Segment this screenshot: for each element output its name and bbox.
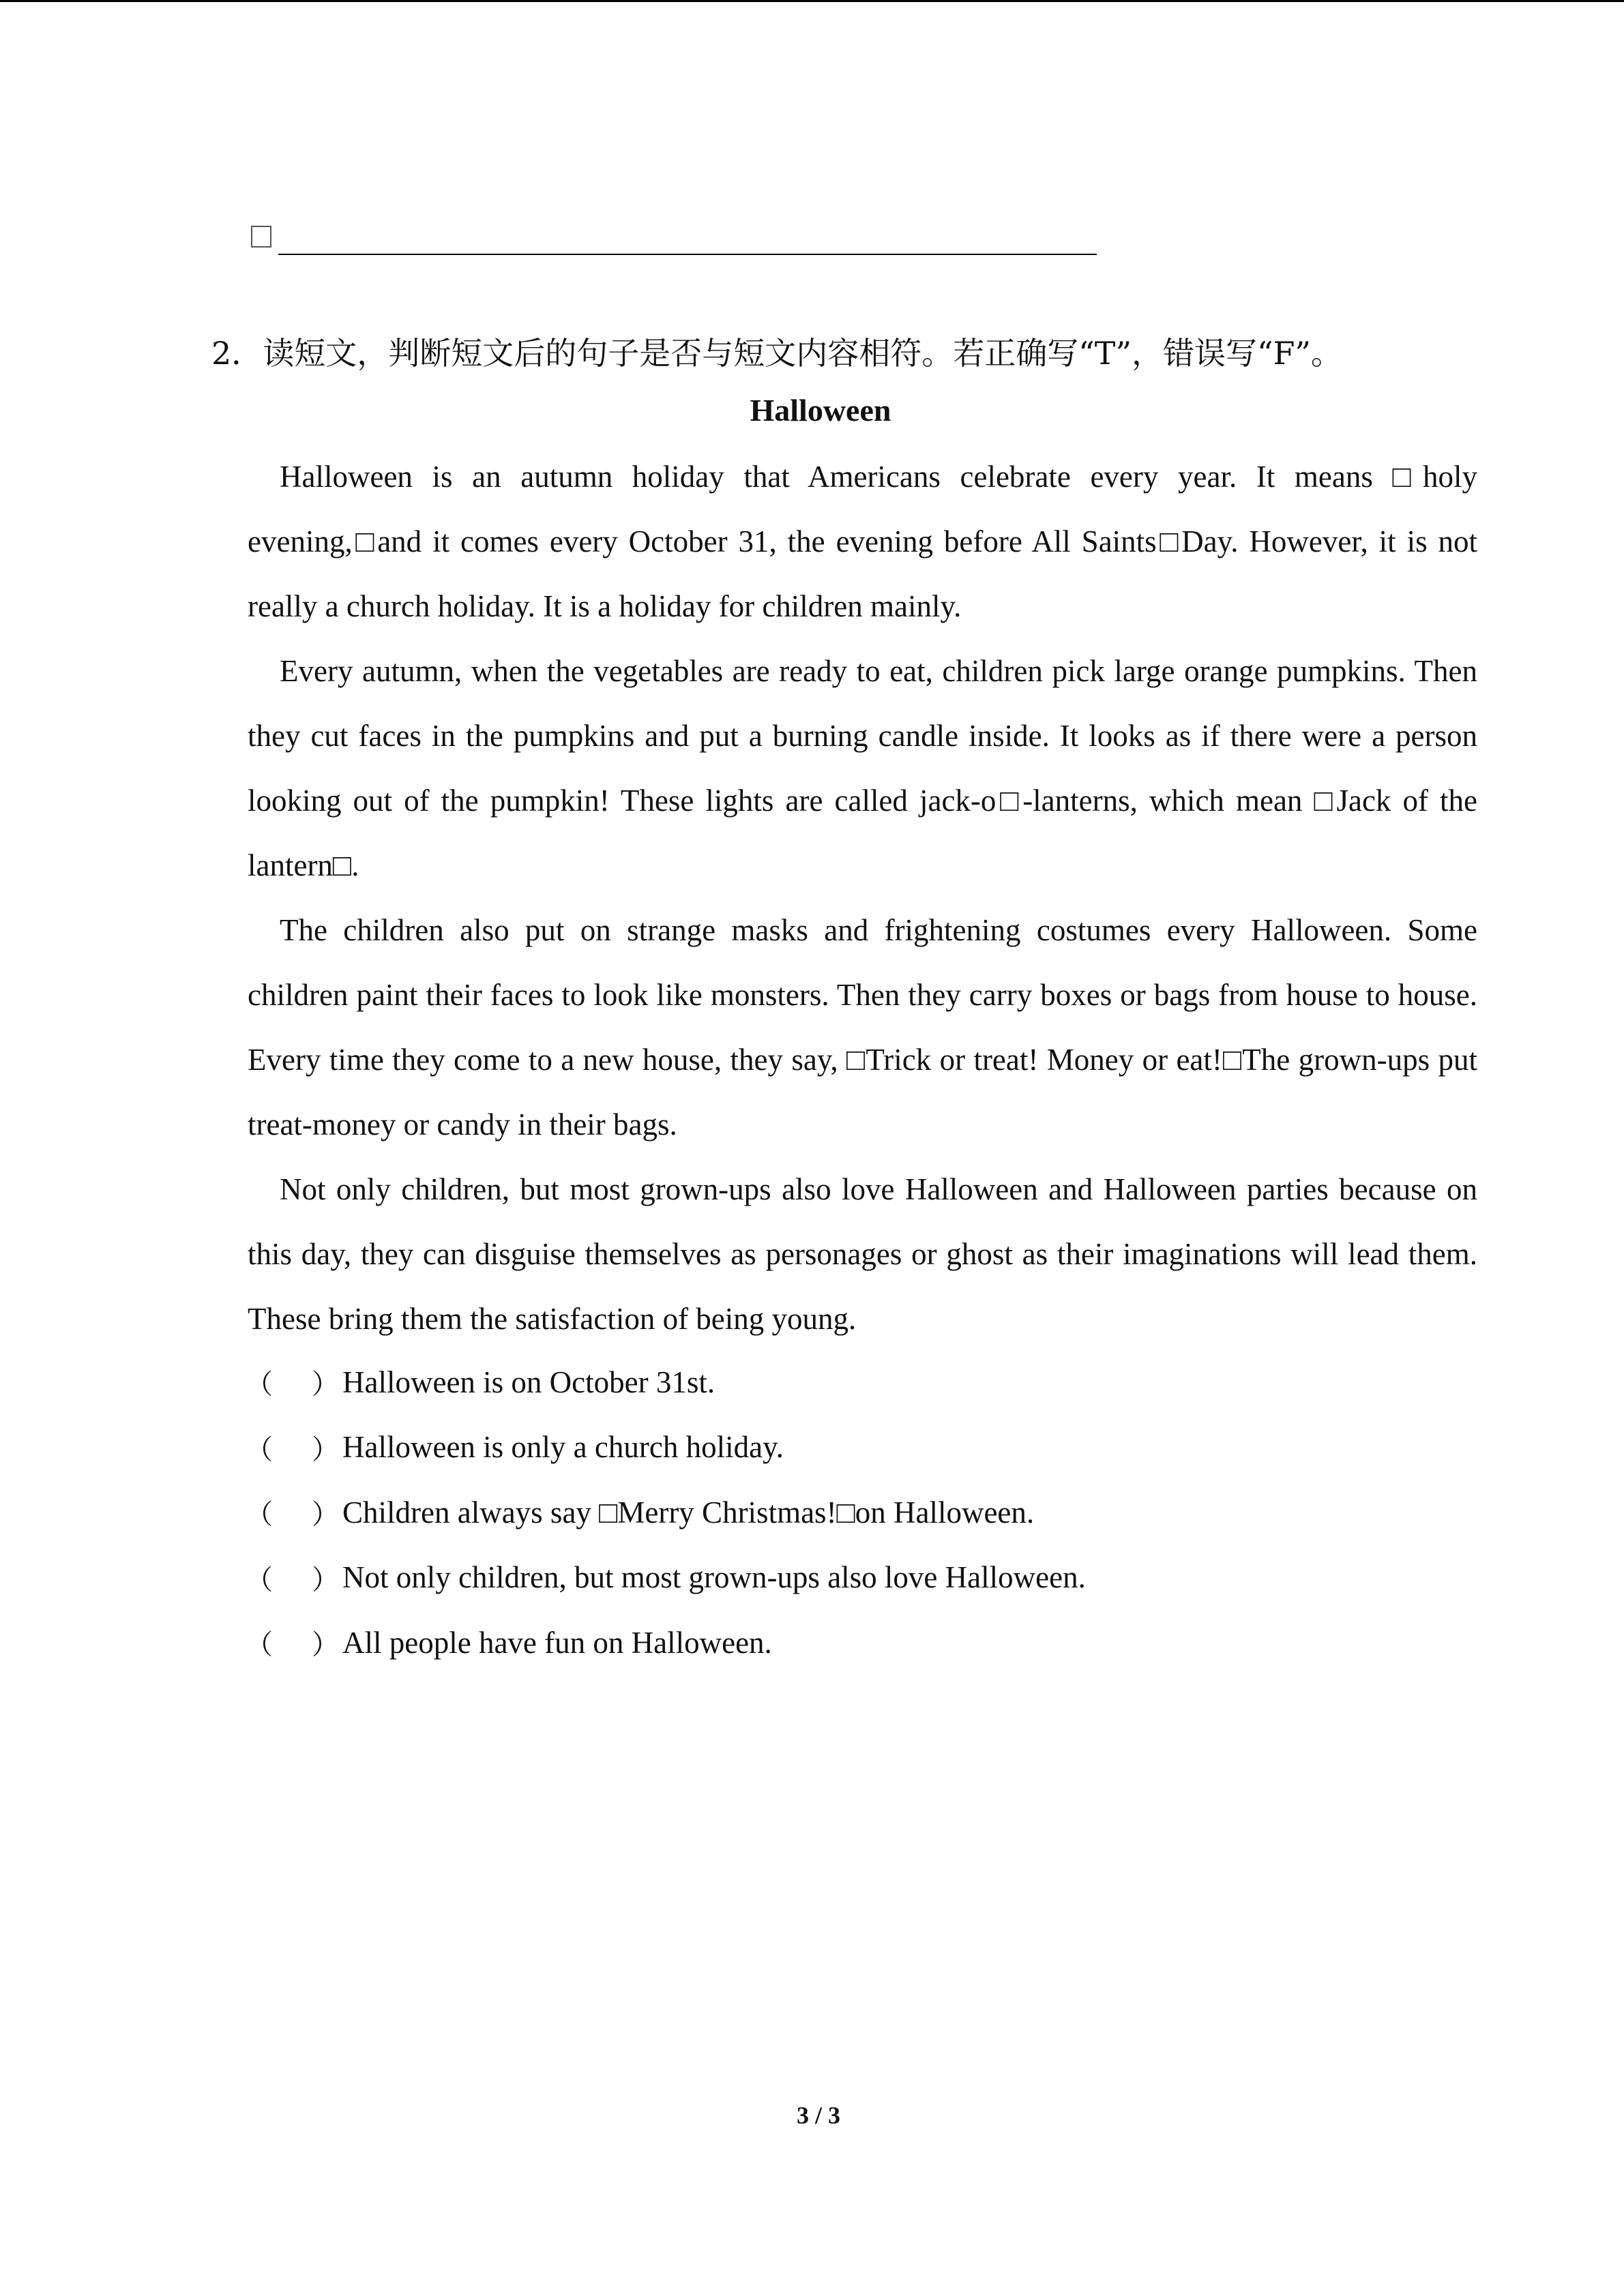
answer-paren-close: ） bbox=[312, 1433, 339, 1465]
answer-paren-open: （ bbox=[246, 1629, 273, 1661]
statement-text: All people have fun on Halloween. bbox=[342, 1625, 772, 1660]
statement-item bbox=[246, 1350, 1473, 1415]
answer-paren-close: ） bbox=[312, 1499, 339, 1531]
statement-item bbox=[246, 1545, 1473, 1611]
page-number: 3 / 3 bbox=[796, 2102, 840, 2129]
answer-paren-close: ） bbox=[312, 1369, 339, 1401]
answer-paren-open: （ bbox=[246, 1369, 273, 1401]
passage-paragraph-4: Not only children, but most grown-ups also love Halloween and Halloween parties because on this day, they can disguise themselves as personages or ghost as their imaginations will lead them. These bring them the satisfaction of being young. bbox=[248, 1172, 1477, 1336]
passage-paragraph-1: Halloween is an autumn holiday that Americans celebrate every year. It means □holy evening,□and it comes every October 31, the evening before All Saints□Day. However, it is not really a church holiday. It is a holiday for children mainly. bbox=[248, 460, 1477, 623]
previous-answer-line[interactable] bbox=[251, 222, 1097, 256]
statement-item bbox=[246, 1415, 1473, 1480]
answer-paren-close: ） bbox=[312, 1564, 339, 1596]
passage-paragraph-2: Every autumn, when the vegetables are ready to eat, children pick large orange pumpkins. Then they cut faces in the pumpkins and put a burning candle inside. It looks as if there were a person looking out of the pumpkin! These lights are called jack-o□-lanterns, which mean □Jack of the lantern□. bbox=[248, 654, 1477, 882]
answer-underline bbox=[278, 254, 1097, 255]
statement-text: Halloween is only a church holiday. bbox=[342, 1430, 784, 1465]
passage-title: Halloween bbox=[750, 393, 891, 428]
statement-text: Halloween is on October 31st. bbox=[342, 1365, 715, 1399]
statement-item bbox=[246, 1480, 1473, 1545]
reading-passage bbox=[248, 445, 1477, 1352]
passage-paragraph-3: The children also put on strange masks and frightening costumes every Halloween. Some children paint their faces to look like monsters. Then they carry boxes or bags from house to house. Every time they come to a new house, they say, □Trick or treat! Money or eat!□The grown-ups put treat-money or candy in their bags. bbox=[248, 913, 1477, 1142]
statement-text: Children always say □Merry Christmas!□on Halloween. bbox=[342, 1495, 1035, 1530]
answer-paren-open: （ bbox=[246, 1499, 273, 1531]
question-instruction: 2．读短文，判断短文后的句子是否与短文内容相符。若正确写“T”，错误写“F”。 bbox=[211, 335, 1342, 372]
page-top-border bbox=[0, 0, 1624, 2]
answer-paren-open: （ bbox=[246, 1564, 273, 1596]
answer-paren-open: （ bbox=[246, 1433, 273, 1465]
statement-item bbox=[246, 1610, 1473, 1675]
statement-text: Not only children, but most grown-ups also love Halloween. bbox=[342, 1560, 1086, 1595]
answer-paren-close: ） bbox=[312, 1629, 339, 1661]
true-false-statements bbox=[246, 1350, 1473, 1675]
placeholder-box-icon bbox=[251, 226, 271, 248]
